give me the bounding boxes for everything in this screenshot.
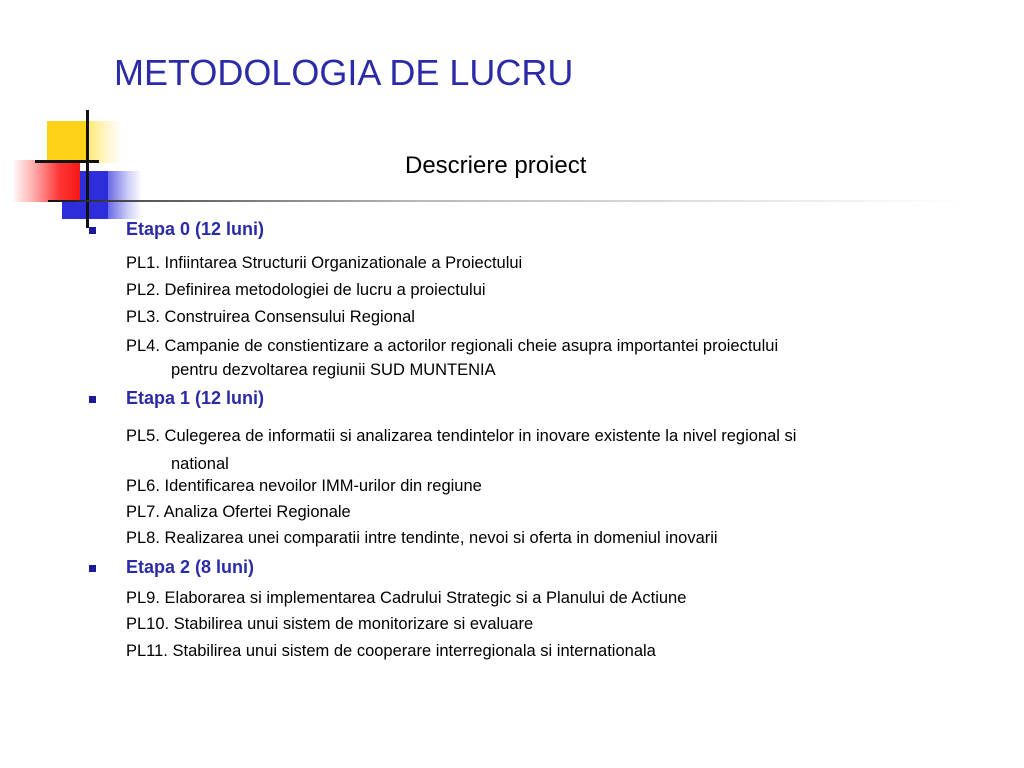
list-item <box>126 334 778 382</box>
stage-heading: Etapa 2 (8 luni) <box>126 557 255 577</box>
list-item <box>126 422 796 478</box>
list-item <box>126 615 533 634</box>
stage-heading: Etapa 1 (12 luni) <box>126 388 265 408</box>
list-item-line: PL5. Culegerea de informatii si analizarea tendintelor in inovare existente la nivel regional si <box>126 427 797 445</box>
decorative-logo <box>0 0 160 240</box>
list-item <box>126 642 656 661</box>
list-item <box>126 589 686 608</box>
stage-heading: Etapa 0 (12 luni) <box>126 219 265 239</box>
list-item <box>126 281 486 300</box>
list-item <box>126 529 718 548</box>
list-item <box>126 254 522 273</box>
list-item-line: PL10. Stabilirea unui sistem de monitorizare si evaluare <box>126 615 534 633</box>
list-item-line: PL8. Realizarea unei comparatii intre tendinte, nevoi si oferta in domeniul inovarii <box>126 529 718 547</box>
list-item-line: PL6. Identificarea nevoilor IMM-urilor din regiune <box>126 477 482 495</box>
bullet-icon <box>89 565 96 572</box>
list-item <box>126 503 351 522</box>
list-item-line: PL4. Campanie de constientizare a actorilor regionali cheie asupra importantei proiectului <box>126 337 779 355</box>
slide-subtitle: Descriere proiect <box>405 152 587 179</box>
blue-square-fade <box>108 171 142 219</box>
vertical-rule <box>86 110 89 228</box>
slide-title: METODOLOGIA DE LUCRU <box>114 52 574 93</box>
list-item-continuation: pentru dezvoltarea regiunii SUD MUNTENIA <box>171 361 496 379</box>
list-item <box>126 308 415 327</box>
yellow-square-fade <box>87 121 123 163</box>
horizontal-divider <box>48 200 968 202</box>
list-item-line: PL1. Infiintarea Structurii Organizationale a Proiectului <box>126 254 523 272</box>
list-item-line: PL11. Stabilirea unui sistem de cooperare interregionala si internationala <box>126 642 656 660</box>
list-item-line: PL2. Definirea metodologiei de lucru a proiectului <box>126 281 486 299</box>
list-item-continuation: national <box>171 455 229 473</box>
list-item-line: PL7. Analiza Ofertei Regionale <box>126 503 351 521</box>
list-item-line: PL9. Elaborarea si implementarea Cadrului Strategic si a Planului de Actiune <box>126 589 687 607</box>
red-square <box>12 160 80 202</box>
list-item <box>126 477 482 496</box>
bullet-icon <box>89 396 96 403</box>
bullet-icon <box>89 227 96 234</box>
yellow-square <box>47 121 87 163</box>
list-item-line: PL3. Construirea Consensului Regional <box>126 308 415 326</box>
short-horizontal-rule <box>35 160 99 163</box>
